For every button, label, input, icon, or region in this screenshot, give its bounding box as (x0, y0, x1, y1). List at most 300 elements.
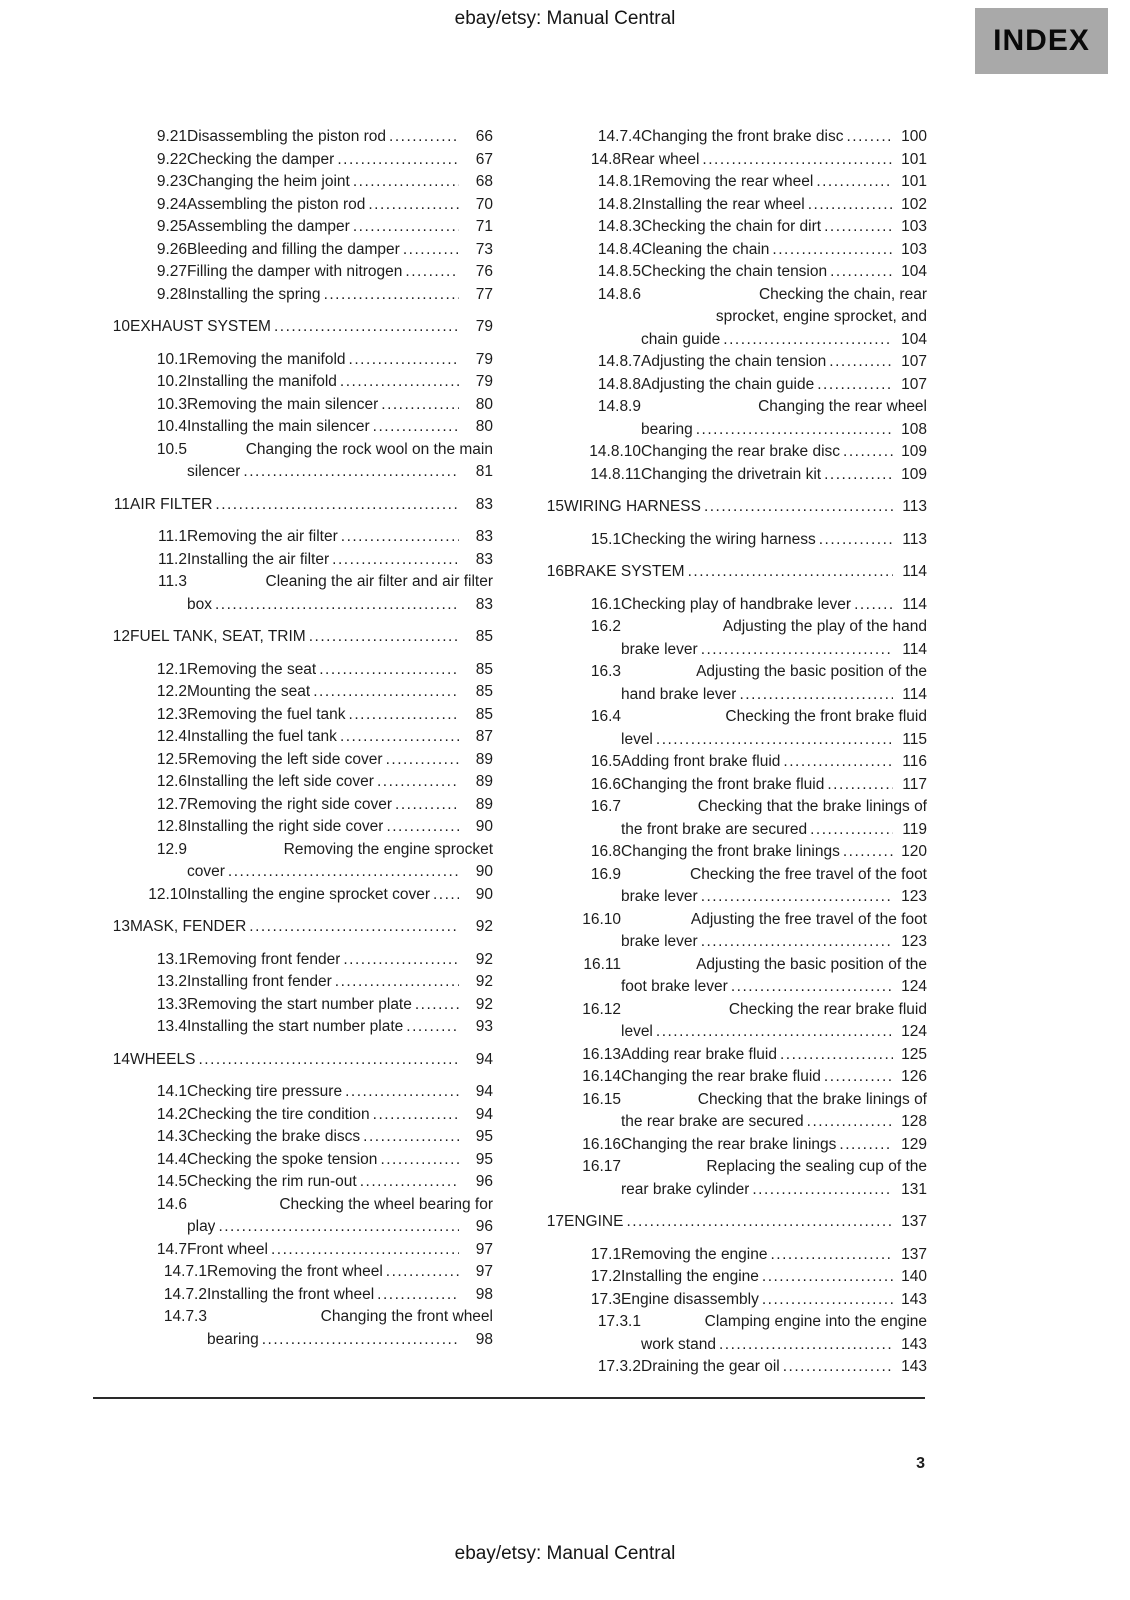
toc-entry-body (187, 749, 493, 772)
toc-entry-page: 113 (902, 530, 927, 548)
toc-entry-number: 14.1 (156, 1083, 187, 1100)
toc-entry-page: 66 (475, 128, 493, 145)
toc-entry-title: Removing the start number plate (187, 995, 412, 1013)
toc-entry-page: 102 (901, 195, 927, 213)
toc-entry-row (129, 726, 493, 749)
dot-leader (332, 549, 459, 572)
dot-leader (723, 329, 893, 352)
page-header-title: ebay/etsy: Manual Central (454, 8, 676, 29)
toc-entry-body (130, 494, 493, 517)
toc-entry-lastline (187, 216, 493, 239)
toc-entry-title: chain guide (641, 330, 721, 348)
toc-entry-number: 16.9 (590, 865, 621, 883)
toc-entry-lastline (621, 639, 927, 662)
toc-entry-lastline (187, 971, 493, 994)
dot-leader (819, 529, 893, 552)
toc-entry-body (621, 616, 927, 661)
toc-entry-number: 14.7.1 (163, 1263, 207, 1280)
dot-leader (701, 931, 893, 954)
toc-entry-lastline (641, 441, 927, 464)
toc-entry-number: 15.1 (590, 530, 621, 548)
toc-chapter-row (93, 316, 493, 339)
toc-entry-row (563, 864, 927, 909)
dot-leader (373, 416, 459, 439)
toc-entry-number: 14 (112, 1050, 130, 1068)
toc-entry-body (187, 194, 493, 217)
dot-leader (349, 704, 459, 727)
toc-entry-row (563, 261, 927, 284)
toc-entry-row (129, 994, 493, 1017)
toc-entry-page: 85 (475, 660, 493, 678)
toc-entry-row (563, 999, 927, 1044)
toc-entry-number: 11.2 (157, 550, 187, 568)
dot-leader (340, 371, 459, 394)
toc-entry-lastline (187, 884, 493, 907)
toc-entry-lastline (621, 976, 927, 999)
toc-entry-page: 97 (475, 1263, 493, 1280)
toc-entry-body (621, 841, 927, 864)
toc-entry-body (641, 194, 927, 217)
toc-entry-lastline (187, 794, 493, 817)
toc-entry-number: 14.4 (156, 1150, 187, 1168)
toc-entry-number: 16.13 (582, 1045, 621, 1063)
toc-entry-title: the rear brake are secured (621, 1113, 804, 1130)
dot-leader (262, 1329, 459, 1352)
toc-entry-number: 17 (546, 1213, 564, 1230)
toc-entry-number: 16.17 (582, 1158, 621, 1175)
toc-entry-number: 11.3 (157, 573, 187, 590)
toc-entry-page: 109 (901, 465, 927, 483)
toc-entry-title-line: Changing the front wheel (320, 1308, 493, 1325)
toc-entry-lastline (187, 1104, 493, 1127)
toc-entry-lastline (187, 1149, 493, 1172)
toc-entry-row (129, 771, 493, 794)
toc-entry-page: 137 (901, 1213, 927, 1230)
toc-entry-title: Installing the air filter (187, 550, 330, 568)
dot-leader (702, 149, 893, 172)
toc-entry-number: 12.7 (156, 795, 187, 813)
dot-leader (830, 261, 893, 284)
toc-entry-row (129, 816, 493, 839)
toc-entry-row (563, 1066, 927, 1089)
toc-entry-body (564, 561, 927, 584)
toc-entry-number: 12.6 (156, 773, 187, 790)
dot-leader (824, 464, 893, 487)
dot-leader (395, 794, 459, 817)
toc-entry-body (641, 216, 927, 239)
toc-entry-body (187, 1149, 493, 1172)
toc-entry-lastline (564, 561, 927, 584)
toc-entry-title: Adjusting the chain guide (641, 375, 815, 393)
toc-entry-number: 10 (112, 318, 130, 335)
toc-entry-body (641, 464, 927, 487)
toc-entry-lastline (187, 659, 493, 682)
toc-entry-row (563, 774, 927, 797)
dot-leader (656, 729, 893, 752)
dot-leader (319, 659, 459, 682)
toc-entry-title: Rear wheel (621, 150, 700, 168)
toc-entry-row (129, 416, 493, 439)
toc-entry-title: Installing the right side cover (187, 818, 384, 835)
toc-entry-title: brake lever (621, 933, 698, 950)
dot-leader (249, 916, 459, 939)
toc-entry-page: 77 (475, 285, 493, 303)
toc-entry-title: ENGINE (564, 1213, 624, 1230)
dot-leader (731, 976, 893, 999)
toc-entry-body (187, 816, 493, 839)
toc-chapter-row (527, 561, 927, 584)
dot-leader (780, 1044, 893, 1067)
toc-entry-page: 101 (901, 150, 927, 168)
toc-entry-title: brake lever (621, 888, 698, 905)
dot-leader (816, 171, 893, 194)
toc-entry-lastline (187, 861, 493, 884)
toc-entry-page: 83 (475, 595, 493, 613)
toc-entry-lastline (187, 549, 493, 572)
toc-entry-row (129, 704, 493, 727)
toc-entry-lastline (130, 626, 493, 649)
toc-entry-body (621, 1066, 927, 1089)
toc-entry-number: 9.21 (156, 128, 187, 145)
toc-entry-lastline (621, 529, 927, 552)
toc-entry-body (187, 771, 493, 794)
toc-entry-lastline (187, 126, 493, 149)
dot-leader (783, 751, 893, 774)
toc-entry-lastline (621, 931, 927, 954)
toc-entry-number: 13 (112, 918, 130, 935)
toc-entry-row (129, 284, 493, 307)
dot-leader (701, 886, 893, 909)
toc-entry-number: 9.24 (156, 195, 187, 213)
toc-entry-lastline (641, 329, 927, 352)
toc-entry-page: 140 (901, 1268, 927, 1285)
toc-entry-body (621, 706, 927, 751)
toc-entry-number: 14.8.8 (597, 375, 641, 393)
toc-entry-row (563, 1356, 927, 1379)
toc-entry-title: Installing the manifold (187, 373, 337, 390)
toc-entry-row (563, 909, 927, 954)
toc-entry-title: the front brake are secured (621, 820, 808, 838)
toc-entry-title: box (187, 595, 212, 613)
dot-leader (274, 316, 459, 339)
toc-entry-lastline (187, 816, 493, 839)
toc-entry-row (129, 1126, 493, 1149)
toc-entry-body (621, 1134, 927, 1157)
toc-entry-page: 71 (475, 218, 493, 235)
toc-entry-page: 114 (902, 595, 927, 613)
toc-entry-row (563, 1044, 927, 1067)
toc-entry-page: 97 (475, 1240, 493, 1258)
toc-entry-lastline (187, 771, 493, 794)
toc-entry-title: Checking the wiring harness (621, 530, 816, 548)
toc-entry-body (187, 949, 493, 972)
toc-entry-lastline (621, 751, 927, 774)
toc-entry-number: 13.1 (156, 950, 187, 968)
toc-entry-body (621, 149, 927, 172)
toc-entry-title-line: Replacing the sealing cup of the (706, 1158, 927, 1175)
toc-entry-page: 85 (475, 628, 493, 645)
dot-leader (415, 994, 459, 1017)
toc-entry-lastline (621, 1134, 927, 1157)
toc-entry-title: Removing the air filter (187, 528, 338, 545)
dot-leader (403, 239, 459, 262)
toc-entry-lastline (621, 1111, 927, 1134)
toc-entry-lastline (130, 916, 493, 939)
toc-entry-body (187, 884, 493, 907)
dot-leader (704, 496, 893, 519)
dot-leader (772, 239, 893, 262)
toc-entry-page: 93 (475, 1018, 493, 1035)
toc-entry-row (563, 594, 927, 617)
toc-entry-title: Changing the front brake fluid (621, 775, 825, 793)
toc-entry-title: FUEL TANK, SEAT, TRIM (130, 628, 306, 645)
toc-entry-body (641, 441, 927, 464)
toc-entry-page: 124 (901, 978, 927, 995)
toc-entry-title: WIRING HARNESS (564, 498, 701, 515)
dot-leader (771, 1244, 894, 1267)
toc-entry-number: 14.6 (156, 1195, 187, 1213)
toc-entry-lastline (187, 261, 493, 284)
toc-entry-lastline (621, 1266, 927, 1289)
toc-chapter-row (527, 496, 927, 519)
toc-entry-row (563, 1134, 927, 1157)
toc-entry-lastline (187, 749, 493, 772)
toc-entry-lastline (564, 496, 927, 519)
toc-entry-lastline (641, 1356, 927, 1379)
toc-entry-title: Draining the gear oil (641, 1358, 780, 1375)
toc-entry-page: 94 (475, 1083, 493, 1100)
toc-entry-body (187, 659, 493, 682)
toc-entry-lastline (641, 419, 927, 442)
toc-entry-row (129, 1284, 493, 1307)
toc-entry-lastline (187, 704, 493, 727)
toc-entry-title: Checking the damper (187, 150, 335, 168)
dot-leader (762, 1289, 893, 1312)
toc-entry-number: 16.16 (582, 1135, 621, 1153)
toc-entry-body (641, 1356, 927, 1379)
toc-entry-row (129, 571, 493, 616)
dot-leader (380, 1149, 459, 1172)
toc-entry-row (563, 171, 927, 194)
toc-entry-row (129, 171, 493, 194)
toc-entry-row (563, 796, 927, 841)
page-footer-title: ebay/etsy: Manual Central (454, 1543, 676, 1564)
toc-entry-page: 79 (475, 350, 493, 368)
dot-leader (433, 884, 459, 907)
toc-entry-title: cover (187, 863, 225, 880)
toc-entry-body (621, 1089, 927, 1134)
toc-entry-title-line: Removing the engine sprocket (283, 840, 493, 858)
toc-entry-row (563, 239, 927, 262)
toc-entry-page: 128 (901, 1113, 927, 1130)
toc-entry-lastline (187, 149, 493, 172)
toc-entry-page: 123 (901, 933, 927, 950)
toc-entry-number: 13.3 (156, 995, 187, 1013)
toc-entry-body (187, 371, 493, 394)
toc-entry-page: 94 (475, 1050, 493, 1068)
toc-entry-number: 14.8.2 (597, 195, 641, 213)
toc-entry-lastline (187, 1171, 493, 1194)
dot-leader (843, 841, 893, 864)
toc-entry-body (130, 626, 493, 649)
toc-entry-page: 73 (475, 240, 493, 258)
toc-entry-body (187, 239, 493, 262)
toc-entry-number: 10.2 (156, 373, 187, 390)
toc-entry-row (563, 841, 927, 864)
index-label: INDEX (993, 24, 1090, 57)
dot-leader (739, 684, 893, 707)
toc-entry-page: 114 (902, 640, 927, 658)
toc-entry-number: 14.8.5 (597, 263, 641, 280)
toc-entry-title: Changing the drivetrain kit (641, 465, 822, 483)
toc-entry-row (129, 439, 493, 484)
dot-leader (701, 639, 893, 662)
toc-entry-title: Checking play of handbrake lever (621, 595, 852, 613)
toc-entry-row (129, 239, 493, 262)
toc-entry-number: 16 (546, 563, 564, 580)
toc-entry-page: 96 (475, 1218, 493, 1235)
toc-entry-title: Changing the front brake linings (621, 843, 840, 860)
toc-entry-lastline (621, 684, 927, 707)
dot-leader (386, 1261, 459, 1284)
toc-entry-lastline (207, 1284, 493, 1307)
toc-entry-body (187, 261, 493, 284)
dot-leader (337, 149, 459, 172)
toc-entry-title: rear brake cylinder (621, 1180, 750, 1198)
toc-entry-page: 79 (475, 318, 493, 335)
toc-entry-number: 11 (113, 495, 130, 513)
toc-entry-title: Changing the rear brake fluid (621, 1068, 821, 1085)
toc-entry-lastline (621, 1289, 927, 1312)
toc-entry-body (621, 999, 927, 1044)
dot-leader (353, 171, 459, 194)
toc-entry-title: Assembling the damper (187, 218, 350, 235)
toc-entry-title: bearing (207, 1330, 259, 1348)
toc-entry-lastline (621, 729, 927, 752)
toc-entry-body (130, 1049, 493, 1072)
toc-entry-title: brake lever (621, 640, 698, 658)
toc-entry-number: 12 (112, 628, 130, 645)
toc-entry-lastline (621, 1021, 927, 1044)
toc-entry-body (187, 549, 493, 572)
toc-entry-page: 101 (901, 173, 927, 190)
toc-entry-lastline (187, 284, 493, 307)
dot-leader (783, 1356, 893, 1379)
toc-entry-row (563, 464, 927, 487)
toc-entry-number: 14.8.10 (589, 443, 641, 460)
toc-entry-number: 14.5 (156, 1173, 187, 1190)
toc-entry-page: 95 (475, 1128, 493, 1145)
toc-entry-title: Installing the main silencer (187, 418, 370, 435)
toc-entry-page: 104 (901, 330, 927, 348)
toc-entry-title-line: Adjusting the play of the hand (722, 618, 927, 635)
toc-entry-body (187, 704, 493, 727)
toc-entry-number: 12.1 (156, 660, 187, 678)
toc-entry-title-line: Adjusting the basic position of the (696, 663, 927, 680)
toc-entry-title: hand brake lever (621, 685, 737, 703)
toc-entry-title: Disassembling the piston rod (187, 128, 387, 145)
toc-entry-page: 131 (901, 1180, 927, 1198)
toc-entry-number: 16.12 (582, 1000, 621, 1018)
toc-entry-page: 95 (475, 1150, 493, 1168)
dot-leader (373, 1104, 459, 1127)
toc-entry-title: Installing front fender (187, 973, 332, 990)
toc-entry-lastline (207, 1261, 493, 1284)
toc-entry-body (564, 1211, 927, 1234)
toc-entry-title: Removing the manifold (187, 350, 346, 368)
toc-entry-number: 17.1 (590, 1245, 621, 1263)
dot-leader (762, 1266, 893, 1289)
toc-entry-title: bearing (641, 420, 693, 438)
dot-leader (218, 1216, 459, 1239)
dot-leader (843, 441, 893, 464)
toc-entry-row (129, 394, 493, 417)
toc-entry-title: Changing the rear brake linings (621, 1135, 837, 1153)
toc-entry-title: Installing the front wheel (207, 1285, 375, 1303)
toc-entry-page: 114 (902, 685, 927, 703)
dot-leader (381, 394, 459, 417)
toc-entry-row (563, 149, 927, 172)
toc-entry-lastline (621, 1244, 927, 1267)
toc-entry-body (187, 1126, 493, 1149)
toc-entry-page: 129 (901, 1135, 927, 1153)
toc-entry-row (129, 349, 493, 372)
toc-entry-page: 81 (475, 463, 493, 480)
toc-entry-lastline (207, 1329, 493, 1352)
toc-entry-body (187, 526, 493, 549)
toc-entry-page: 98 (475, 1285, 493, 1303)
toc-entry-row (563, 661, 927, 706)
toc-entry-title-line: Checking that the brake linings of (697, 1090, 927, 1108)
toc-entry-lastline (641, 194, 927, 217)
toc-entry-lastline (621, 886, 927, 909)
toc-entry-title: foot brake lever (621, 978, 728, 995)
toc-entry-title-line: Adjusting the free travel of the foot (690, 910, 927, 928)
toc-entry-page: 126 (901, 1068, 927, 1085)
toc-entry-body (187, 971, 493, 994)
toc-entry-row (129, 549, 493, 572)
toc-entry-page: 100 (901, 128, 927, 145)
toc-entry-row (563, 441, 927, 464)
toc-entry-number: 14.8.9 (597, 398, 641, 415)
toc-entry-page: 70 (475, 195, 493, 213)
toc-entry-number: 17.3.2 (597, 1358, 641, 1375)
toc-entry-title-line: Clamping engine into the engine (704, 1313, 927, 1330)
toc-entry-lastline (641, 239, 927, 262)
toc-entry-title-line: Cleaning the air filter and air filter (265, 573, 493, 590)
toc-entry-body (641, 1311, 927, 1356)
toc-entry-title: Removing the fuel tank (187, 705, 346, 723)
toc-entry-title-line: Adjusting the basic position of the (696, 955, 927, 973)
toc-entry-number: 9.26 (156, 240, 187, 258)
toc-entry-number: 12.5 (156, 750, 187, 768)
dot-leader (324, 284, 459, 307)
toc-chapter-row (93, 1049, 493, 1072)
toc-entry-body (187, 171, 493, 194)
toc-entry-title: Adding front brake fluid (621, 753, 781, 770)
toc-entry-number: 16.3 (590, 663, 621, 680)
toc-entry-body (621, 751, 927, 774)
toc-entry-number: 14.8.1 (597, 173, 641, 190)
toc-entry-lastline (187, 949, 493, 972)
toc-entry-lastline (621, 149, 927, 172)
toc-entry-row (563, 1244, 927, 1267)
toc-entry-row (563, 374, 927, 397)
toc-entry-body (621, 661, 927, 706)
toc-entry-body (187, 571, 493, 616)
toc-entry-title: Removing the engine (621, 1245, 768, 1263)
footer-divider (93, 1397, 925, 1399)
